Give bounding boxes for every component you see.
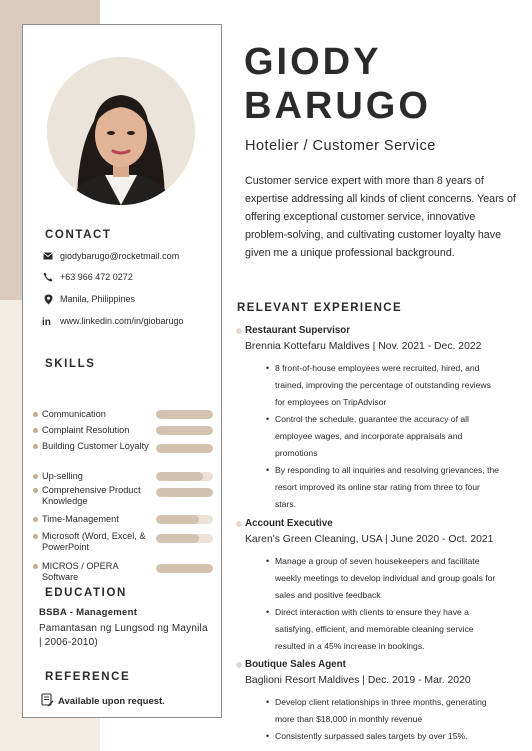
skill-level-fill (156, 564, 213, 573)
first-name: GIODY (244, 41, 382, 83)
contact-email[interactable]: giodybarugo@rocketmail.com (60, 251, 180, 261)
contact-phone[interactable]: +63 966 472 0272 (60, 272, 133, 282)
sidebar-card (22, 24, 222, 718)
skill-bullet (33, 412, 38, 417)
contact-linkedin[interactable]: www.linkedin.com/in/giobarugo (60, 316, 184, 326)
skill-label: Complaint Resolution (42, 425, 130, 435)
job-bullet: • 8 front-of-house employees were recruited, hired, and trained, improving the percentage of outstanding reviews for employees on TripAdvisor (266, 360, 502, 411)
skill-level-bar (156, 410, 213, 419)
job-title: Restaurant Supervisor (245, 325, 351, 336)
skill-level-fill (156, 472, 203, 481)
contact-location: Manila, Philippines (60, 294, 136, 304)
education-title: EDUCATION (45, 587, 127, 599)
skill-level-bar (156, 534, 213, 543)
skill-level-fill (156, 515, 199, 524)
skill-level-fill (156, 426, 213, 435)
svg-text:in: in (42, 317, 51, 326)
phone-icon (41, 271, 55, 283)
skill-level-bar (156, 564, 213, 573)
skill-level-fill (156, 534, 199, 543)
skill-level-fill (156, 444, 213, 453)
candidate-role: Hotelier / Customer Service (245, 138, 436, 154)
job-bullet: • Manage a group of seven housekeepers and facilitate weekly meetings to develop individual and group goals for sales and positive feedback (266, 553, 502, 604)
education-degree: BSBA - Management (39, 607, 138, 618)
location-pin-icon (41, 293, 55, 305)
timeline-dot (236, 662, 242, 668)
timeline-dot (236, 328, 242, 334)
job-bullet: • Develop client relationships in three months, generating more than $18,000 in monthly revenue (266, 694, 502, 728)
job-employer-dates: Baglioni Resort Maldives | Dec. 2019 - Mar. 2020 (245, 675, 471, 686)
skill-bullet (33, 474, 38, 479)
experience-title: RELEVANT EXPERIENCE (237, 302, 403, 314)
skills-title: SKILLS (45, 358, 96, 370)
reference-title: REFERENCE (45, 671, 131, 683)
skill-label: Communication (42, 409, 106, 419)
job-bullet: • By responding to all inquiries and resolving grievances, the resort improved its online star rating from three to four stars. (266, 462, 502, 513)
skill-label: Time-Management (42, 514, 119, 524)
skill-bullet (33, 534, 38, 539)
skill-bullet (33, 444, 38, 449)
job-title: Boutique Sales Agent (245, 659, 346, 670)
timeline-dot (236, 521, 242, 527)
skill-level-fill (156, 488, 213, 497)
job-bullets (266, 694, 502, 745)
job-bullet: • Direct interaction with clients to ensure they have a satisfying, efficient, and memorable cleaning service resulted in a 45% increase in bookings. (266, 604, 502, 655)
contact-linkedin-row[interactable] (41, 315, 184, 327)
reference-row (41, 693, 165, 710)
contact-title: CONTACT (45, 229, 112, 241)
skill-level-bar (156, 515, 213, 524)
reference-icon (41, 693, 58, 710)
job-bullets (266, 360, 502, 513)
skill-label: Microsoft (Word, Excel, & PowerPoint (42, 531, 146, 552)
skill-bullet (33, 564, 38, 569)
skill-level-bar (156, 444, 213, 453)
contact-phone-row[interactable] (41, 271, 133, 283)
job-bullets (266, 553, 502, 655)
skill-label: MICROS / OPERA Software (42, 561, 119, 582)
last-name: BARUGO (244, 85, 431, 127)
skill-bullet (33, 488, 38, 493)
job-bullet: • Consistently surpassed sales targets by over 15%. (266, 728, 502, 745)
skill-level-bar (156, 472, 213, 481)
profile-photo (47, 57, 195, 205)
job-bullet: • Control the schedule, guarantee the accuracy of all employee wages, and incorporate appraisals and promotions (266, 411, 502, 462)
contact-email-row[interactable] (41, 250, 179, 262)
candidate-name (244, 40, 431, 128)
envelope-icon (41, 250, 55, 262)
skill-level-bar (156, 426, 213, 435)
job-employer-dates: Karen's Green Cleaning, USA | June 2020 - Oct. 2021 (245, 534, 494, 545)
job-title: Account Executive (245, 518, 333, 529)
job-employer-dates: Brennia Kottefaru Maldives | Nov. 2021 - Dec. 2022 (245, 341, 482, 352)
contact-location-row (41, 293, 135, 305)
skill-bullet (33, 517, 38, 522)
skill-level-fill (156, 410, 213, 419)
reference-text: Available upon request. (58, 696, 165, 707)
skill-label: Building Customer Loyalty (42, 441, 149, 451)
linkedin-icon (41, 315, 55, 327)
education-school: Pamantasan ng Lungsod ng Maynila | 2006-2010) (39, 623, 208, 648)
skill-label: Up-selling (42, 471, 83, 481)
skill-label: Comprehensive Product Knowledge (42, 485, 141, 506)
skill-bullet (33, 428, 38, 433)
skill-level-bar (156, 488, 213, 497)
profile-summary: Customer service expert with more than 8 years of expertise addressing all kinds of client concerns. Years of offering exceptional customer service, innovative problem-solving, and cultivating customer loyalty have given me a unique professional background. (245, 175, 516, 259)
